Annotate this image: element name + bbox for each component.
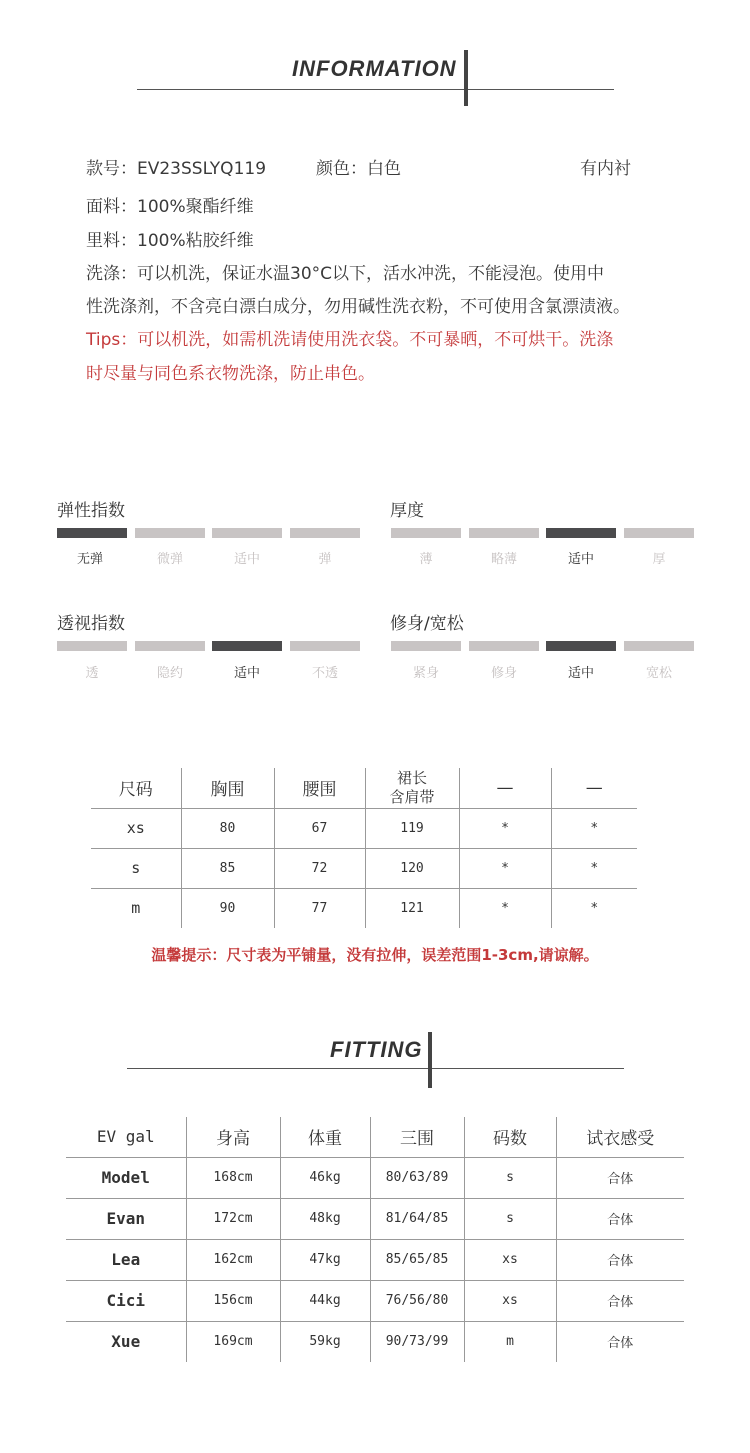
table-cell: 76/56/80 (370, 1280, 464, 1321)
gauge-title: 修身/宽松 (390, 614, 464, 634)
information-title: INFORMATION (292, 56, 457, 81)
table-cell: m (464, 1321, 556, 1362)
table-cell: 168cm (186, 1157, 280, 1198)
table-cell: 合体 (556, 1321, 684, 1362)
header-cell-skirt-length (365, 768, 459, 808)
table-cell: 48kg (280, 1198, 370, 1239)
table-cell: Cici (66, 1280, 186, 1321)
gauge-segment (624, 641, 694, 651)
header-accent-bar (464, 50, 468, 106)
table-cell: * (459, 888, 551, 928)
header-cell-line: 裙长 (396, 768, 427, 787)
header-cell: — (551, 768, 637, 808)
table-cell: s (91, 848, 181, 888)
gauge-label: 薄 (419, 552, 433, 567)
gauge-label: 适中 (567, 552, 594, 567)
gauge-segment (624, 528, 694, 538)
lining-fabric-info: 里料：100%粘胶纤维 (86, 231, 254, 251)
header-divider (137, 89, 614, 90)
table-cell: 47kg (280, 1239, 370, 1280)
table-cell: 72 (274, 848, 365, 888)
header-cell: 三围 (370, 1117, 464, 1157)
table-row (66, 1280, 684, 1321)
table-cell: s (464, 1198, 556, 1239)
color-info: 颜色：白色 (316, 159, 401, 179)
table-cell: 46kg (280, 1157, 370, 1198)
fabric-info: 面料：100%聚酯纤维 (86, 197, 254, 217)
table-cell: * (551, 888, 637, 928)
table-cell: 169cm (186, 1321, 280, 1362)
table-row (91, 848, 637, 888)
header-cell: 胸围 (181, 768, 274, 808)
table-cell: 合体 (556, 1280, 684, 1321)
gauge-label: 适中 (233, 666, 260, 681)
header-cell: — (459, 768, 551, 808)
header-cell: 码数 (464, 1117, 556, 1157)
gauge-segment (391, 528, 461, 538)
table-cell: * (551, 848, 637, 888)
lining-info: 有内衬 (580, 159, 631, 179)
header-cell: 试衣感受 (556, 1117, 684, 1157)
table-cell: 80/63/89 (370, 1157, 464, 1198)
gauge-label: 修身 (490, 666, 517, 681)
gauge-title: 透视指数 (57, 614, 125, 634)
size-table-note: 温馨提示：尺寸表为平铺量，没有拉伸，误差范围1-3cm,请谅解。 (151, 946, 599, 964)
header-cell: 腰围 (274, 768, 365, 808)
header-cell: 身高 (186, 1117, 280, 1157)
table-row (66, 1239, 684, 1280)
table-cell: 81/64/85 (370, 1198, 464, 1239)
header-accent-bar (428, 1032, 432, 1088)
gauge-label: 透 (85, 666, 99, 681)
table-cell: xs (464, 1239, 556, 1280)
table-row (66, 1321, 684, 1362)
table-cell: 85/65/85 (370, 1239, 464, 1280)
tips-line2: 时尽量与同色系衣物洗涤，防止串色。 (86, 364, 375, 384)
header-cell: EV gal (96, 1127, 155, 1147)
table-row (91, 888, 637, 928)
table-cell: xs (126, 819, 145, 837)
table-cell: Xue (66, 1321, 186, 1362)
gauge-title: 厚度 (390, 501, 424, 521)
table-cell: 119 (365, 808, 459, 848)
gauge-label: 紧身 (412, 666, 439, 681)
tips-line1: Tips：可以机洗，如需机洗请使用洗衣袋。不可暴晒，不可烘干。洗涤 (86, 330, 614, 350)
gauge-segment (391, 641, 461, 651)
header-cell-line: 含肩带 (389, 787, 435, 806)
gauge-segment (212, 641, 282, 651)
wash-instructions-line1: 洗涤：可以机洗，保证水温30°C以下，活水冲洗，不能浸泡。使用中 (86, 264, 605, 284)
gauge-segment (546, 641, 616, 651)
header-cell: 尺码 (91, 768, 181, 808)
gauge-label: 弹 (318, 552, 332, 567)
gauge-segment (469, 528, 539, 538)
table-cell: m (91, 888, 181, 928)
fitting-table (66, 1117, 684, 1362)
table-cell: 44kg (280, 1280, 370, 1321)
header-divider (127, 1068, 624, 1069)
table-cell: 90/73/99 (370, 1321, 464, 1362)
gauge-label: 无弹 (76, 552, 103, 567)
gauge-label: 不透 (311, 666, 338, 681)
table-cell: 85 (181, 848, 274, 888)
gauge-segment (546, 528, 616, 538)
gauge-label: 适中 (567, 666, 594, 681)
table-row (91, 808, 637, 848)
table-row (66, 1157, 684, 1198)
table-cell: 合体 (556, 1157, 684, 1198)
gauge-label: 厚 (652, 552, 666, 567)
table-cell: 121 (365, 888, 459, 928)
table-cell: s (464, 1157, 556, 1198)
gauge-label: 宽松 (645, 666, 672, 681)
gauge-label: 微弹 (156, 552, 183, 567)
header-cell: 体重 (280, 1117, 370, 1157)
size-table-header (91, 768, 637, 808)
table-cell: * (459, 808, 551, 848)
table-cell: 80 (181, 808, 274, 848)
table-cell: 162cm (186, 1239, 280, 1280)
gauge-label: 略薄 (490, 552, 517, 567)
wash-instructions-line2: 性洗涤剂，不含亮白漂白成分，勿用碱性洗衣粉，不可使用含氯漂渍液。 (86, 297, 630, 317)
gauge-segment (212, 528, 282, 538)
table-cell: xs (464, 1280, 556, 1321)
gauge-segment (135, 641, 205, 651)
table-cell: * (459, 848, 551, 888)
gauge-segment (57, 528, 127, 538)
table-row (66, 1198, 684, 1239)
style-number: 款号：EV23SSLYQ119 (86, 159, 267, 179)
table-cell: 合体 (556, 1239, 684, 1280)
table-cell: 77 (274, 888, 365, 928)
gauge-title: 弹性指数 (57, 501, 125, 521)
table-cell: 合体 (556, 1198, 684, 1239)
table-cell: * (551, 808, 637, 848)
gauge-label: 隐约 (156, 666, 183, 681)
table-cell: 67 (274, 808, 365, 848)
size-table (91, 768, 637, 928)
table-cell: 120 (365, 848, 459, 888)
table-cell: 156cm (186, 1280, 280, 1321)
table-cell: 59kg (280, 1321, 370, 1362)
gauge-segment (290, 641, 360, 651)
table-cell: 90 (181, 888, 274, 928)
table-cell: Model (66, 1157, 186, 1198)
gauge-segment (290, 528, 360, 538)
gauge-segment (469, 641, 539, 651)
table-cell: Lea (66, 1239, 186, 1280)
gauge-label: 适中 (233, 552, 260, 567)
gauge-segment (57, 641, 127, 651)
gauge-segment (135, 528, 205, 538)
table-cell: Evan (66, 1198, 186, 1239)
fitting-title: FITTING (330, 1037, 423, 1062)
table-cell: 172cm (186, 1198, 280, 1239)
fitting-table-header (66, 1117, 684, 1157)
